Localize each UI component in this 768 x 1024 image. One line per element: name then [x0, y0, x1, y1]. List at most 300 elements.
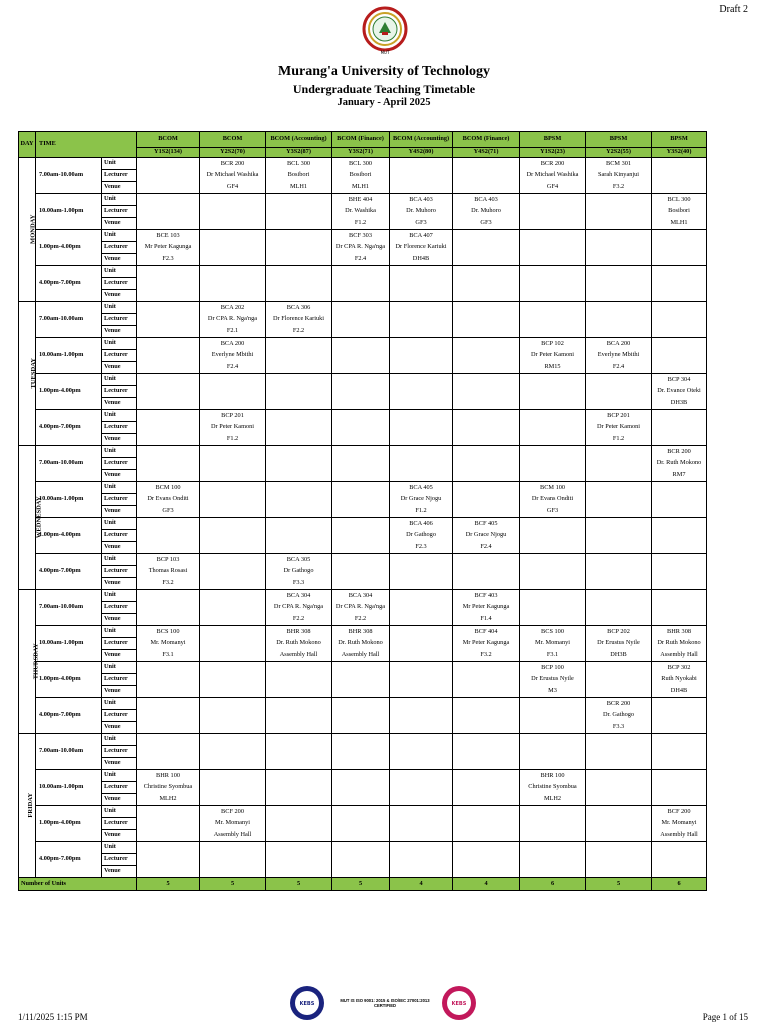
timetable-cell: [520, 410, 586, 422]
time-slot: 1.00pm-4.00pm: [36, 662, 102, 698]
timetable-cell: [652, 722, 707, 734]
timetable-cell: [453, 806, 520, 818]
row-label: Unit: [102, 590, 137, 602]
timetable-cell: [200, 554, 266, 566]
timetable-cell: [332, 362, 390, 374]
timetable-cell: [586, 554, 652, 566]
timetable-cell: [586, 578, 652, 590]
programme-header: BCOM: [137, 132, 200, 148]
row-label: Venue: [102, 758, 137, 770]
timetable-cell: [652, 746, 707, 758]
timetable-cell: Dr Gathogo: [390, 530, 453, 542]
timetable-cell: [652, 578, 707, 590]
timetable-cell: F1.2: [586, 434, 652, 446]
timetable-cell: [520, 866, 586, 878]
day-name: MONDAY: [29, 214, 37, 245]
timetable-cell: [266, 386, 332, 398]
timetable-cell: BCP 201: [586, 410, 652, 422]
timetable-cell: [137, 170, 200, 182]
timetable-cell: [520, 470, 586, 482]
timetable-cell: [390, 170, 453, 182]
timetable-row: [19, 638, 707, 650]
row-label: Venue: [102, 362, 137, 374]
timetable-cell: [520, 230, 586, 242]
timetable-cell: [266, 338, 332, 350]
day-name: WEDNESDAY: [35, 496, 43, 539]
timetable-cell: Mr. Momanyi: [200, 818, 266, 830]
row-label: Lecturer: [102, 818, 137, 830]
timetable-cell: [453, 782, 520, 794]
timetable-cell: BHR 308: [652, 626, 707, 638]
timetable-cell: [652, 710, 707, 722]
row-label: Unit: [102, 626, 137, 638]
kebs-left-badge-icon: [290, 986, 324, 1020]
timetable-row: [19, 554, 707, 566]
header-row-programme: [19, 132, 707, 148]
timetable-cell: [390, 734, 453, 746]
timetable-cell: [137, 866, 200, 878]
timetable-cell: [453, 230, 520, 242]
timetable-cell: [137, 758, 200, 770]
timetable-cell: [520, 374, 586, 386]
row-label: Venue: [102, 470, 137, 482]
timetable-cell: [200, 530, 266, 542]
timetable-cell: [137, 314, 200, 326]
timetable-cell: [332, 674, 390, 686]
timetable-cell: [137, 746, 200, 758]
timetable-cell: Thomas Rosasi: [137, 566, 200, 578]
timetable-cell: [586, 278, 652, 290]
timetable-cell: [200, 794, 266, 806]
timetable-cell: [137, 734, 200, 746]
timetable-cell: [332, 854, 390, 866]
timetable-cell: [332, 290, 390, 302]
timetable-cell: Christine Syombua: [520, 782, 586, 794]
timetable-cell: [200, 746, 266, 758]
timetable-cell: [453, 302, 520, 314]
row-label: Unit: [102, 374, 137, 386]
timetable-cell: [137, 386, 200, 398]
timetable-row: [19, 422, 707, 434]
timetable-cell: Dr Florence Kariuki: [390, 242, 453, 254]
row-label: Venue: [102, 650, 137, 662]
row-label: Lecturer: [102, 314, 137, 326]
timetable-cell: [586, 734, 652, 746]
timetable-cell: [453, 554, 520, 566]
timetable-cell: [390, 686, 453, 698]
row-label: Venue: [102, 866, 137, 878]
row-label: Unit: [102, 302, 137, 314]
timetable-cell: [137, 194, 200, 206]
units-count-value: 5: [266, 878, 332, 891]
timetable-cell: [137, 278, 200, 290]
timetable-cell: [453, 722, 520, 734]
timetable-row: [19, 302, 707, 314]
timetable-cell: [200, 866, 266, 878]
timetable-cell: BHR 308: [332, 626, 390, 638]
timetable-cell: [266, 686, 332, 698]
timetable-cell: [453, 842, 520, 854]
timetable-row: [19, 158, 707, 170]
timetable-cell: [266, 422, 332, 434]
timetable-cell: GF3: [137, 506, 200, 518]
timetable-cell: [586, 506, 652, 518]
row-label: Lecturer: [102, 530, 137, 542]
timetable-cell: [390, 842, 453, 854]
timetable-cell: [390, 698, 453, 710]
timetable-row: [19, 806, 707, 818]
timetable-cell: [390, 362, 453, 374]
timetable-cell: Assembly Hall: [200, 830, 266, 842]
timetable-cell: F1.4: [453, 614, 520, 626]
timetable-cell: [200, 386, 266, 398]
timetable-cell: [390, 326, 453, 338]
timetable-cell: [390, 158, 453, 170]
class-header: Y1S2(23): [520, 148, 586, 158]
time-slot: 1.00pm-4.00pm: [36, 806, 102, 842]
timetable-cell: [332, 770, 390, 782]
timetable-cell: [390, 758, 453, 770]
timetable-cell: [652, 302, 707, 314]
timetable-cell: [586, 842, 652, 854]
timetable-cell: [137, 182, 200, 194]
timetable-cell: F2.1: [200, 326, 266, 338]
timetable-cell: DH3B: [652, 398, 707, 410]
timetable-row: [19, 758, 707, 770]
timetable-cell: [332, 830, 390, 842]
timetable-cell: [332, 842, 390, 854]
timetable-cell: [390, 470, 453, 482]
units-count-value: 5: [137, 878, 200, 891]
timetable-cell: [652, 422, 707, 434]
timetable-cell: [586, 602, 652, 614]
time-slot: 10.00am-1.00pm: [36, 626, 102, 662]
timetable-row: [19, 602, 707, 614]
timetable-cell: [652, 506, 707, 518]
timetable-cell: [453, 410, 520, 422]
timetable-cell: [200, 734, 266, 746]
timetable-cell: [652, 554, 707, 566]
timetable-cell: [520, 758, 586, 770]
timetable-row: [19, 242, 707, 254]
row-label: Venue: [102, 686, 137, 698]
timetable-cell: BCF 200: [200, 806, 266, 818]
timetable-cell: [520, 458, 586, 470]
timetable-cell: [137, 518, 200, 530]
timetable-cell: [200, 770, 266, 782]
row-label: Lecturer: [102, 242, 137, 254]
timetable-cell: [332, 698, 390, 710]
timetable-cell: F2.3: [390, 542, 453, 554]
timetable-cell: [652, 242, 707, 254]
timetable-row: [19, 494, 707, 506]
time-slot: 1.00pm-4.00pm: [36, 374, 102, 410]
timetable-cell: [200, 254, 266, 266]
timetable-cell: [332, 326, 390, 338]
timetable-cell: [332, 374, 390, 386]
timetable-cell: [586, 782, 652, 794]
timetable-cell: [137, 614, 200, 626]
timetable-cell: [390, 770, 453, 782]
timetable-cell: Bosibori: [332, 170, 390, 182]
timetable-cell: F1.2: [390, 506, 453, 518]
timetable-cell: [137, 434, 200, 446]
time-slot: 1.00pm-4.00pm: [36, 518, 102, 554]
timetable-cell: [200, 494, 266, 506]
timetable-cell: [266, 374, 332, 386]
svg-text:KEBS: KEBS: [451, 1001, 467, 1007]
timetable-cell: [390, 182, 453, 194]
timetable-cell: Dr. Muhoro: [390, 206, 453, 218]
row-label: Lecturer: [102, 746, 137, 758]
timetable-cell: [266, 470, 332, 482]
timetable-cell: [586, 542, 652, 554]
timetable-cell: [200, 482, 266, 494]
timetable-cell: [453, 242, 520, 254]
timetable-cell: BCP 202: [586, 626, 652, 638]
timetable-cell: [266, 410, 332, 422]
timetable-cell: [332, 266, 390, 278]
timetable-cell: [453, 710, 520, 722]
units-count-value: 5: [586, 878, 652, 891]
timetable-cell: [652, 794, 707, 806]
timetable-cell: F3.2: [137, 578, 200, 590]
row-label: Unit: [102, 662, 137, 674]
timetable-cell: [520, 830, 586, 842]
timetable-cell: BCA 403: [390, 194, 453, 206]
units-count-row: [19, 878, 707, 891]
timetable-cell: F3.2: [453, 650, 520, 662]
timetable-cell: [453, 398, 520, 410]
timetable-cell: [652, 530, 707, 542]
timetable-period: January - April 2025: [337, 97, 431, 108]
row-label: Unit: [102, 158, 137, 170]
timetable-cell: [332, 350, 390, 362]
timetable-cell: [390, 374, 453, 386]
timetable-cell: BCP 304: [652, 374, 707, 386]
timetable-cell: [390, 830, 453, 842]
timetable-cell: Dr CPA R. Nga'nga: [332, 242, 390, 254]
timetable-cell: Dr Gathogo: [266, 566, 332, 578]
class-header: Y1S2(134): [137, 148, 200, 158]
timetable-cell: BCA 407: [390, 230, 453, 242]
timetable-cell: [390, 410, 453, 422]
timetable-cell: MLH1: [266, 182, 332, 194]
timetable-cell: [586, 446, 652, 458]
timetable-row: [19, 314, 707, 326]
timetable-cell: [200, 854, 266, 866]
timetable-cell: [520, 554, 586, 566]
day-cell: [19, 590, 40, 734]
timetable-cell: Dr CPA R. Nga'nga: [266, 602, 332, 614]
timetable-cell: [200, 542, 266, 554]
day-cell: [19, 446, 43, 590]
timetable-cell: [586, 242, 652, 254]
timetable-cell: [520, 206, 586, 218]
time-slot: 4.00pm-7.00pm: [36, 266, 102, 302]
timetable-cell: [390, 614, 453, 626]
timetable-cell: [453, 698, 520, 710]
timetable-cell: [266, 398, 332, 410]
timetable-cell: Dr. Gathogo: [586, 710, 652, 722]
timetable-cell: [520, 218, 586, 230]
timetable-cell: [453, 830, 520, 842]
timetable-cell: F1.2: [332, 218, 390, 230]
class-header: Y2S2(55): [586, 148, 652, 158]
row-label: Lecturer: [102, 278, 137, 290]
timetable-cell: [390, 338, 453, 350]
timetable-cell: F3.1: [137, 650, 200, 662]
kebs-right-badge-icon: [442, 986, 476, 1020]
timetable-cell: F3.3: [266, 578, 332, 590]
timetable-cell: [390, 650, 453, 662]
timetable-cell: BCP 302: [652, 662, 707, 674]
time-slot: 4.00pm-7.00pm: [36, 554, 102, 590]
timetable-cell: BCR 200: [586, 698, 652, 710]
class-header: Y3S2(40): [652, 148, 707, 158]
timetable-cell: [266, 242, 332, 254]
timetable-cell: [266, 866, 332, 878]
timetable-cell: [200, 686, 266, 698]
timetable-row: [19, 434, 707, 446]
row-label: Lecturer: [102, 674, 137, 686]
timetable-cell: [332, 470, 390, 482]
timetable-cell: [520, 746, 586, 758]
timetable-cell: [332, 554, 390, 566]
timetable-cell: [586, 566, 652, 578]
timetable-cell: [586, 230, 652, 242]
timetable-cell: [652, 782, 707, 794]
timetable-cell: BCP 103: [137, 554, 200, 566]
row-label: Lecturer: [102, 566, 137, 578]
timetable-cell: GF3: [453, 218, 520, 230]
timetable-cell: [520, 806, 586, 818]
timetable-cell: [520, 266, 586, 278]
row-label: Unit: [102, 338, 137, 350]
timetable-cell: [453, 470, 520, 482]
timetable-row: [19, 650, 707, 662]
timetable-cell: [332, 734, 390, 746]
timetable-cell: [520, 566, 586, 578]
timetable-cell: [200, 602, 266, 614]
timetable-cell: [332, 506, 390, 518]
timetable-cell: [332, 422, 390, 434]
timetable-cell: DH4B: [390, 254, 453, 266]
timetable-cell: Dr. Ruth Mokono: [266, 638, 332, 650]
timetable-cell: [137, 830, 200, 842]
timetable-cell: [390, 578, 453, 590]
timetable-cell: [137, 374, 200, 386]
units-count-value: 4: [390, 878, 453, 891]
timetable-row: [19, 266, 707, 278]
timetable-cell: [266, 278, 332, 290]
timetable-cell: [586, 314, 652, 326]
timetable-cell: Mr. Momanyi: [137, 638, 200, 650]
timetable-cell: [453, 158, 520, 170]
timetable-cell: [453, 494, 520, 506]
timetable-cell: [453, 818, 520, 830]
timetable-cell: [200, 782, 266, 794]
timetable-cell: [137, 362, 200, 374]
timetable-cell: [137, 458, 200, 470]
timetable-cell: [453, 350, 520, 362]
timetable-cell: [652, 602, 707, 614]
timetable-cell: [266, 458, 332, 470]
timetable-cell: [520, 194, 586, 206]
timetable-cell: F3.1: [520, 650, 586, 662]
timetable-row: [19, 674, 707, 686]
timetable-cell: [520, 542, 586, 554]
row-label: Lecturer: [102, 350, 137, 362]
timetable-cell: [332, 542, 390, 554]
timetable-cell: [390, 302, 453, 314]
timetable-cell: [390, 866, 453, 878]
timetable-cell: [652, 434, 707, 446]
timetable-cell: BCF 200: [652, 806, 707, 818]
timetable-cell: Dr Ruth Mokono: [652, 638, 707, 650]
timetable-cell: [520, 578, 586, 590]
timetable-cell: [266, 494, 332, 506]
timetable-cell: [520, 614, 586, 626]
timetable-cell: [652, 614, 707, 626]
timetable-cell: [652, 842, 707, 854]
timetable-cell: Mr Peter Kagunga: [137, 242, 200, 254]
timetable-cell: F2.4: [586, 362, 652, 374]
timetable-row: [19, 782, 707, 794]
timetable-cell: Dr. Ruth Mokono: [332, 638, 390, 650]
timetable-cell: [453, 254, 520, 266]
timetable-cell: Everlyne Mbithi: [586, 350, 652, 362]
timetable-cell: [266, 542, 332, 554]
timetable-cell: [266, 530, 332, 542]
timetable-cell: [200, 650, 266, 662]
timetable-cell: Dr Michael Washika: [520, 170, 586, 182]
timetable-cell: [652, 482, 707, 494]
timetable-cell: [453, 446, 520, 458]
timetable-cell: [520, 254, 586, 266]
timetable-cell: [453, 770, 520, 782]
timetable-cell: BCP 100: [520, 662, 586, 674]
timetable-cell: [453, 278, 520, 290]
timetable-cell: [652, 278, 707, 290]
row-label: Venue: [102, 434, 137, 446]
timetable-cell: [652, 590, 707, 602]
timetable-cell: [453, 362, 520, 374]
timetable-cell: [586, 794, 652, 806]
timetable-cell: BCF 404: [453, 626, 520, 638]
timetable-cell: [266, 482, 332, 494]
timetable-cell: BCA 403: [453, 194, 520, 206]
timetable-cell: [200, 518, 266, 530]
timetable-cell: Dr Florence Kariuki: [266, 314, 332, 326]
timetable-row: [19, 170, 707, 182]
timetable-cell: [652, 758, 707, 770]
timetable-row: [19, 842, 707, 854]
timetable-row: [19, 566, 707, 578]
timetable-cell: [390, 794, 453, 806]
time-slot: 10.00am-1.00pm: [36, 482, 102, 518]
timetable-cell: [652, 182, 707, 194]
timetable-cell: [390, 806, 453, 818]
timetable-cell: [586, 206, 652, 218]
timetable-row: [19, 530, 707, 542]
timetable-cell: Dr Evans Onditi: [520, 494, 586, 506]
timetable-cell: Mr. Momanyi: [652, 818, 707, 830]
timetable-cell: BHR 100: [137, 770, 200, 782]
timetable-row: [19, 818, 707, 830]
timetable-cell: [200, 638, 266, 650]
timetable-cell: [332, 482, 390, 494]
